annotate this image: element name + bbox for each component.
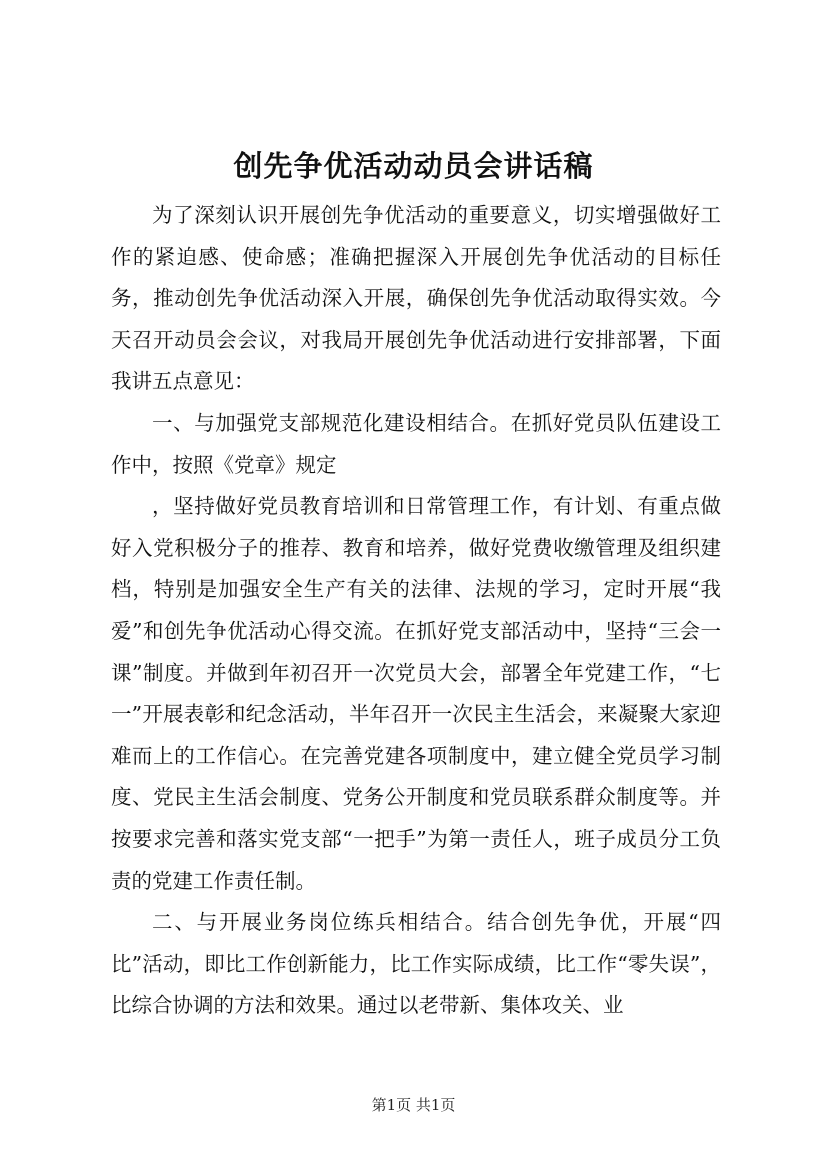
paragraph-point-two: 二、与开展业务岗位练兵相结合。结合创先争优，开展“四比”活动，即比工作创新能力，比工作实际成绩，比工作“零失误”，比综合协调的方法和效果。通过以老带新、集体攻关、业 [111, 910, 721, 1018]
document-title: 创先争优活动动员会讲话稿 [233, 149, 594, 183]
paragraph-point-one: 一、与加强党支部规范化建设相结合。在抓好党员队伍建设工作中，按照《党章》规定 [111, 410, 721, 477]
document-body [111, 195, 721, 1027]
paragraph-intro: 为了深刻认识开展创先争优活动的重要意义，切实增强做好工作的紧迫感、使命感；准确把握深入开展创先争优活动的目标任务，推动创先争优活动深入开展，确保创先争优活动取得实效。今天召开动员会会议，对我局开展创先争优活动进行安排部署，下面我讲五点意见： [111, 203, 721, 394]
paragraph-point-one-continued: ，坚持做好党员教育培训和日常管理工作，有计划、有重点做好入党积极分子的推荐、教育和培养，做好党费收缴管理及组织建档，特别是加强安全生产有关的法律、法规的学习，定时开展“我爱”和创先争优活动心得交流。在抓好党支部活动中，坚持“三会一课”制度。并做到年初召开一次党员大会，部署全年党建工作，“七一”开展表彰和纪念活动，半年召开一次民主生活会，来凝聚大家迎难而上的工作信心。在完善党建各项制度中，建立健全党员学习制度、党民主生活会制度、党务公开制度和党员联系群众制度等。并按要求完善和落实党支部“一把手”为第一责任人，班子成员分工负责的党建工作责任制。 [111, 494, 721, 893]
page-footer: 第1页 共1页 [371, 1096, 456, 1114]
